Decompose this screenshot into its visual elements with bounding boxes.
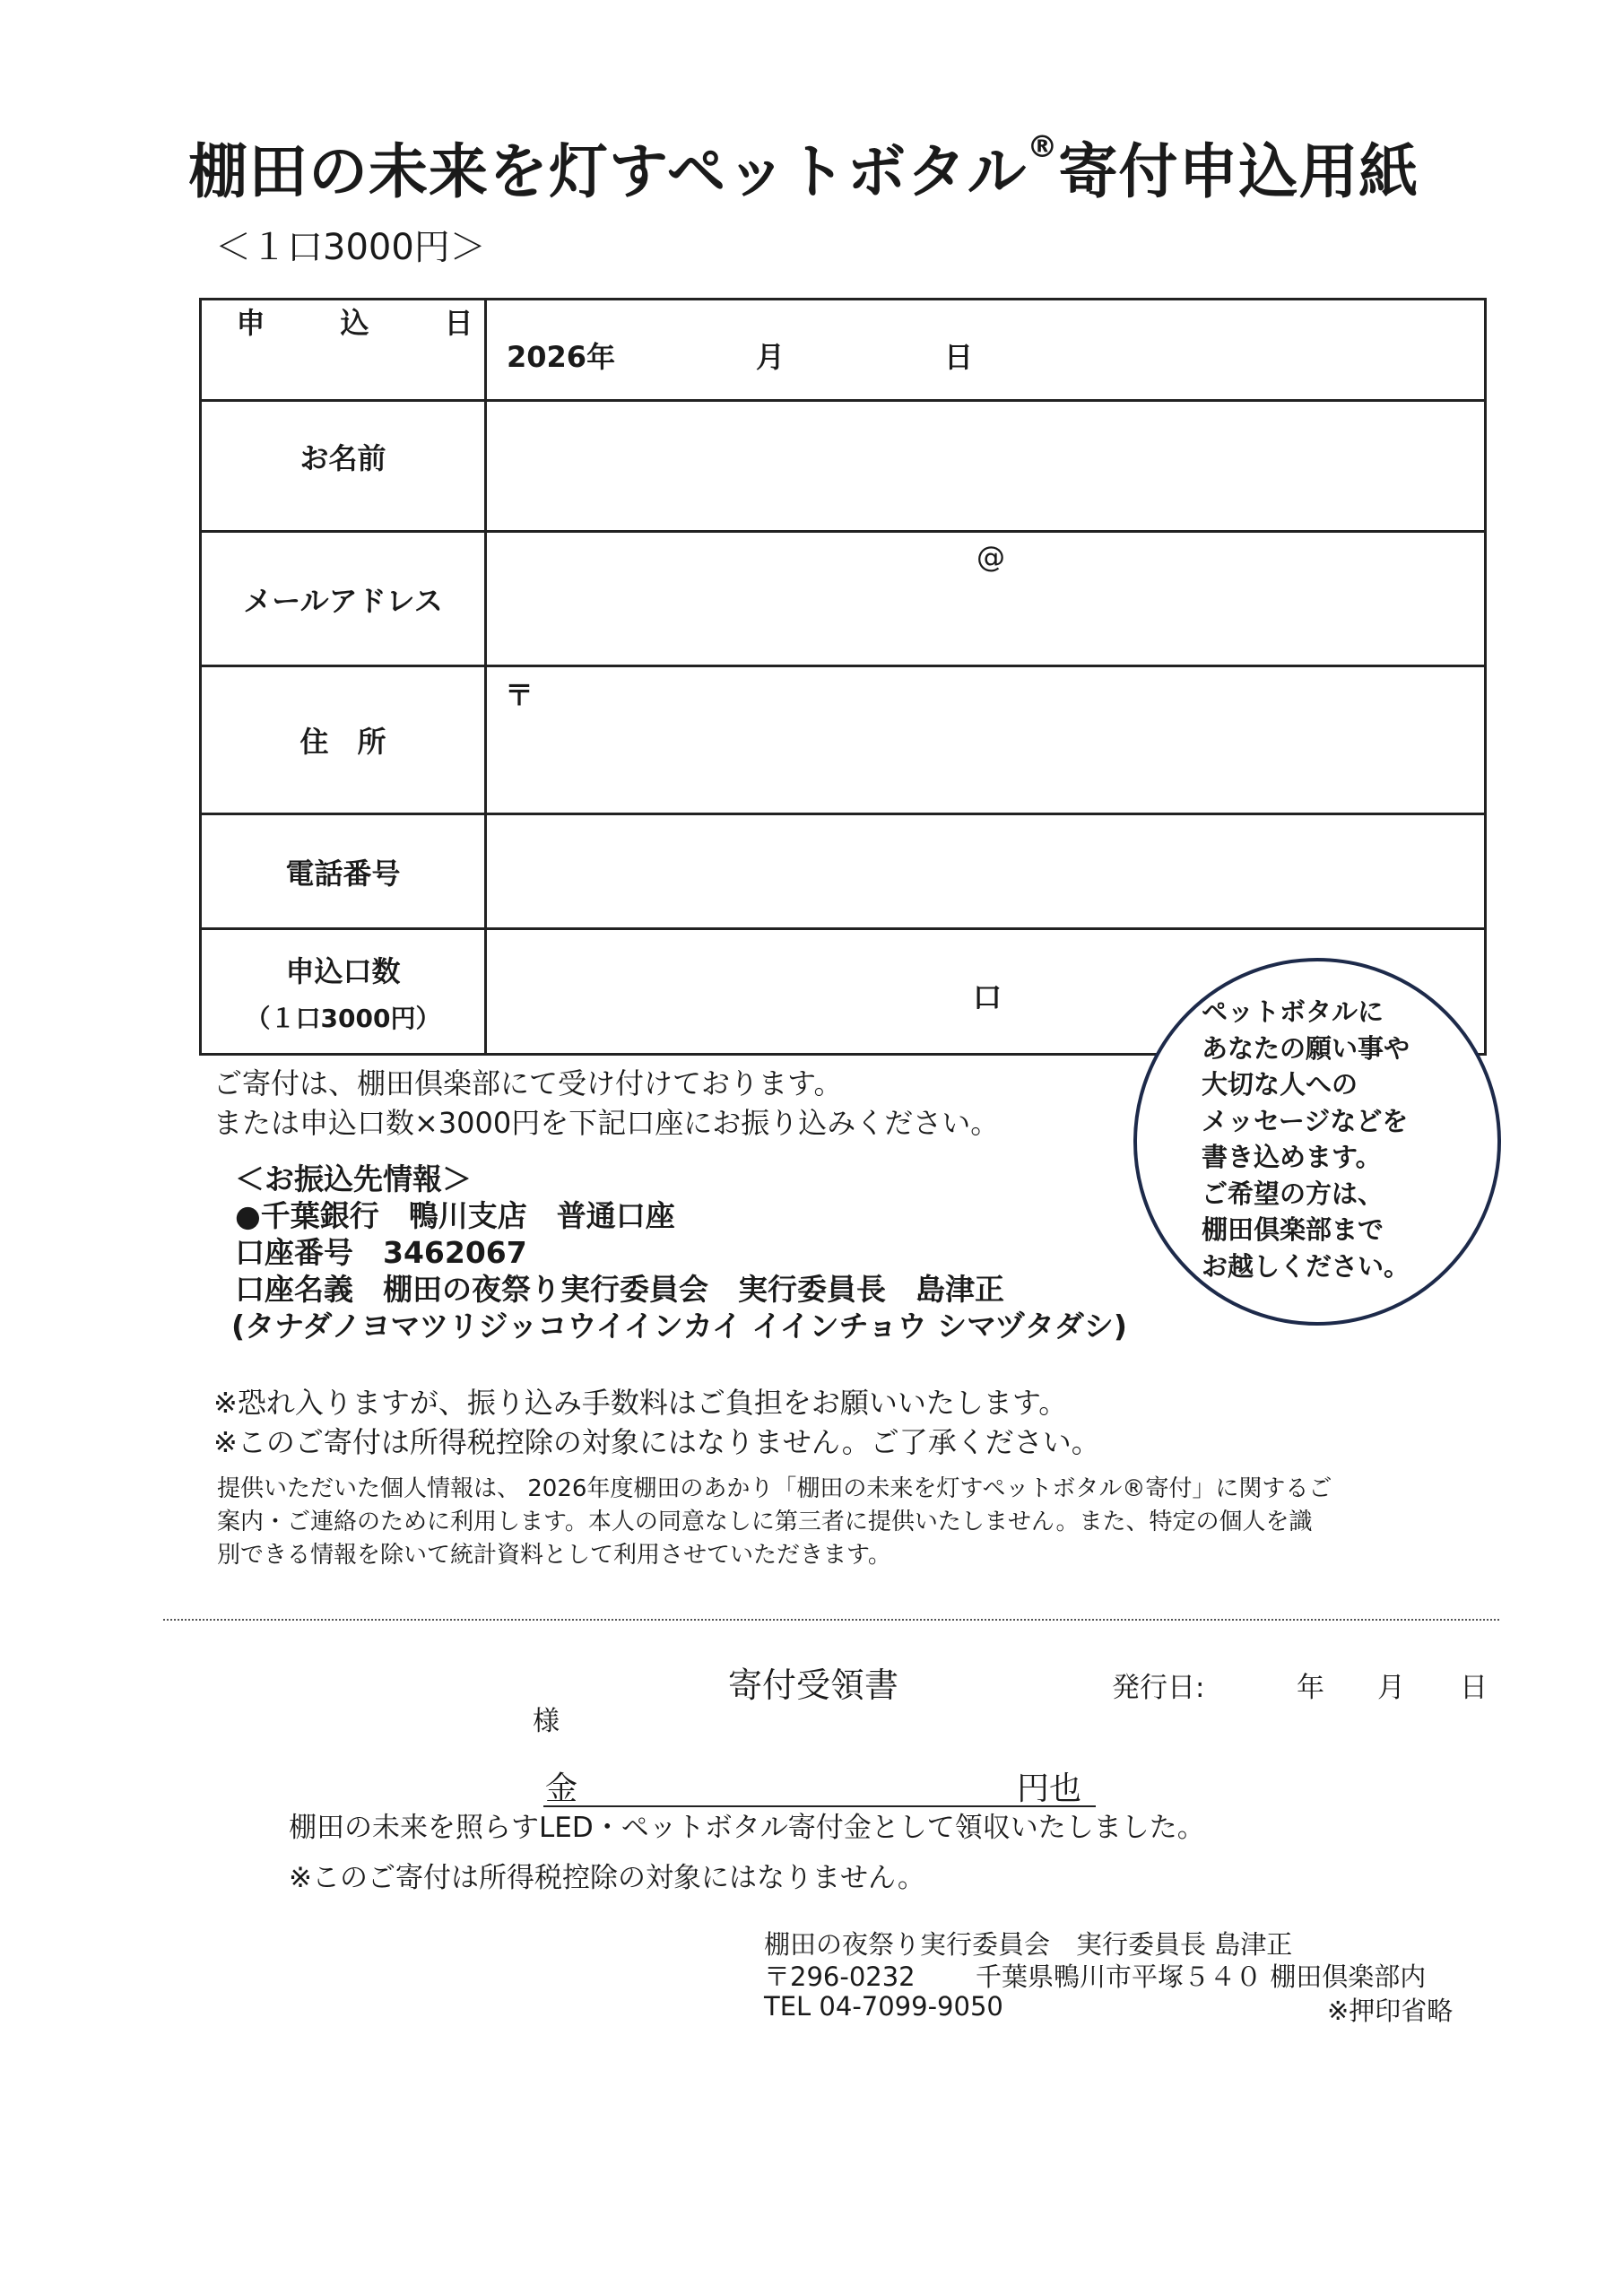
issue-date-label: 発行日:	[1112, 1672, 1205, 1704]
issuer-tel: TEL 04-7099-9050	[764, 1991, 1003, 2022]
issue-year: 年	[1297, 1672, 1324, 1704]
name-row	[202, 402, 1484, 533]
donation-notes: ご寄付は、棚田倶楽部にて受け付けております。 または申込口数×3000円を下記口座にお振り込みください。	[213, 1066, 1000, 1140]
phone-field[interactable]	[487, 815, 1484, 927]
cut-line	[163, 1619, 1499, 1621]
account-kana: (タナダノヨマツリジッコウイインカイ イインチョウ シマヅタダシ)	[231, 1309, 1127, 1344]
privacy-notice: 提供いただいた個人情報は、 2026年度棚田のあかり「棚田の未来を灯すペットボタル®寄付」に関するご 案内・ご連絡のために利用します。本人の同意なしに第三者に提供いたしません。また、特定の個人を識 別できる情報を除いて統計資料として利用させていただきます。	[217, 1475, 1332, 1569]
amount-suffix: 円也	[1017, 1770, 1082, 1807]
units-label: 申込口数 （１口3000円）	[202, 930, 487, 1053]
account-name: 口座名義 棚田の夜祭り実行委員会 実行委員長 島津正	[235, 1272, 1004, 1307]
account-number: 口座番号 3462067	[235, 1235, 527, 1270]
bank-line: ●千葉銀行 鴨川支店 普通口座	[235, 1198, 675, 1233]
at-symbol: @	[976, 540, 1005, 574]
email-label: メールアドレス	[202, 533, 487, 665]
receipt-tax-note: ※このご寄付は所得税控除の対象にはなりません。	[289, 1862, 925, 1894]
issuer-address: 千葉県鴨川市平塚５４０ 棚田倶楽部内	[976, 1961, 1427, 1992]
email-row	[202, 533, 1484, 667]
issue-month: 月	[1377, 1672, 1405, 1704]
registered-mark: ®	[1027, 129, 1059, 165]
date-field[interactable]	[487, 300, 1484, 399]
bank-info	[231, 1161, 1127, 1344]
phone-row	[202, 815, 1484, 930]
address-row	[202, 667, 1484, 815]
bank-heading: ＜お振込先情報＞	[235, 1161, 472, 1196]
recipient-honorific: 様	[533, 1706, 560, 1737]
date-row	[202, 300, 1484, 402]
units-suffix: 口	[973, 980, 1002, 1014]
date-year: 2026年	[507, 340, 616, 374]
issuer: 棚田の夜祭り実行委員会 実行委員長 島津正	[764, 1929, 1293, 1960]
address-field[interactable]	[487, 667, 1484, 813]
circle-message: ペットボタルに あなたの願い事や 大切な人への メッセージなどを 書き込めます。 ご希望の方は、 棚田倶楽部まで お越しください。	[1202, 996, 1410, 1282]
page-title: 棚田の未来を灯すペットボタル®寄付申込用紙	[188, 129, 1419, 206]
caution-notes: ※恐れ入りますが、振り込み手数料はご負担をお願いいたします。 ※このご寄付は所得税控除の対象にはなりません。ご了承ください。	[213, 1386, 1100, 1459]
date-day: 日	[944, 340, 974, 374]
issuer-postal: 〒296-0232	[764, 1961, 916, 1992]
receipt-statement: 棚田の未来を照らすLED・ペットボタル寄付金として領収いたしました。	[289, 1812, 1205, 1844]
receipt-title: 寄付受領書	[728, 1665, 899, 1705]
message-circle	[1133, 958, 1501, 1326]
postal-mark: 〒	[505, 678, 534, 712]
issue-day: 日	[1460, 1672, 1488, 1704]
email-field[interactable]	[487, 533, 1484, 665]
name-label: お名前	[202, 402, 487, 530]
amount-prefix: 金	[545, 1770, 578, 1807]
application-form	[199, 298, 1487, 1056]
date-month: 月	[756, 340, 785, 374]
amount-field[interactable]	[543, 1805, 1096, 1807]
seal-note: ※押印省略	[1327, 1996, 1454, 2026]
address-label: 住 所	[202, 667, 487, 813]
name-field[interactable]	[487, 402, 1484, 530]
price-subtitle: ＜１口3000円＞	[215, 227, 486, 268]
date-label: 申 込 日	[202, 300, 487, 399]
phone-label: 電話番号	[202, 815, 487, 927]
